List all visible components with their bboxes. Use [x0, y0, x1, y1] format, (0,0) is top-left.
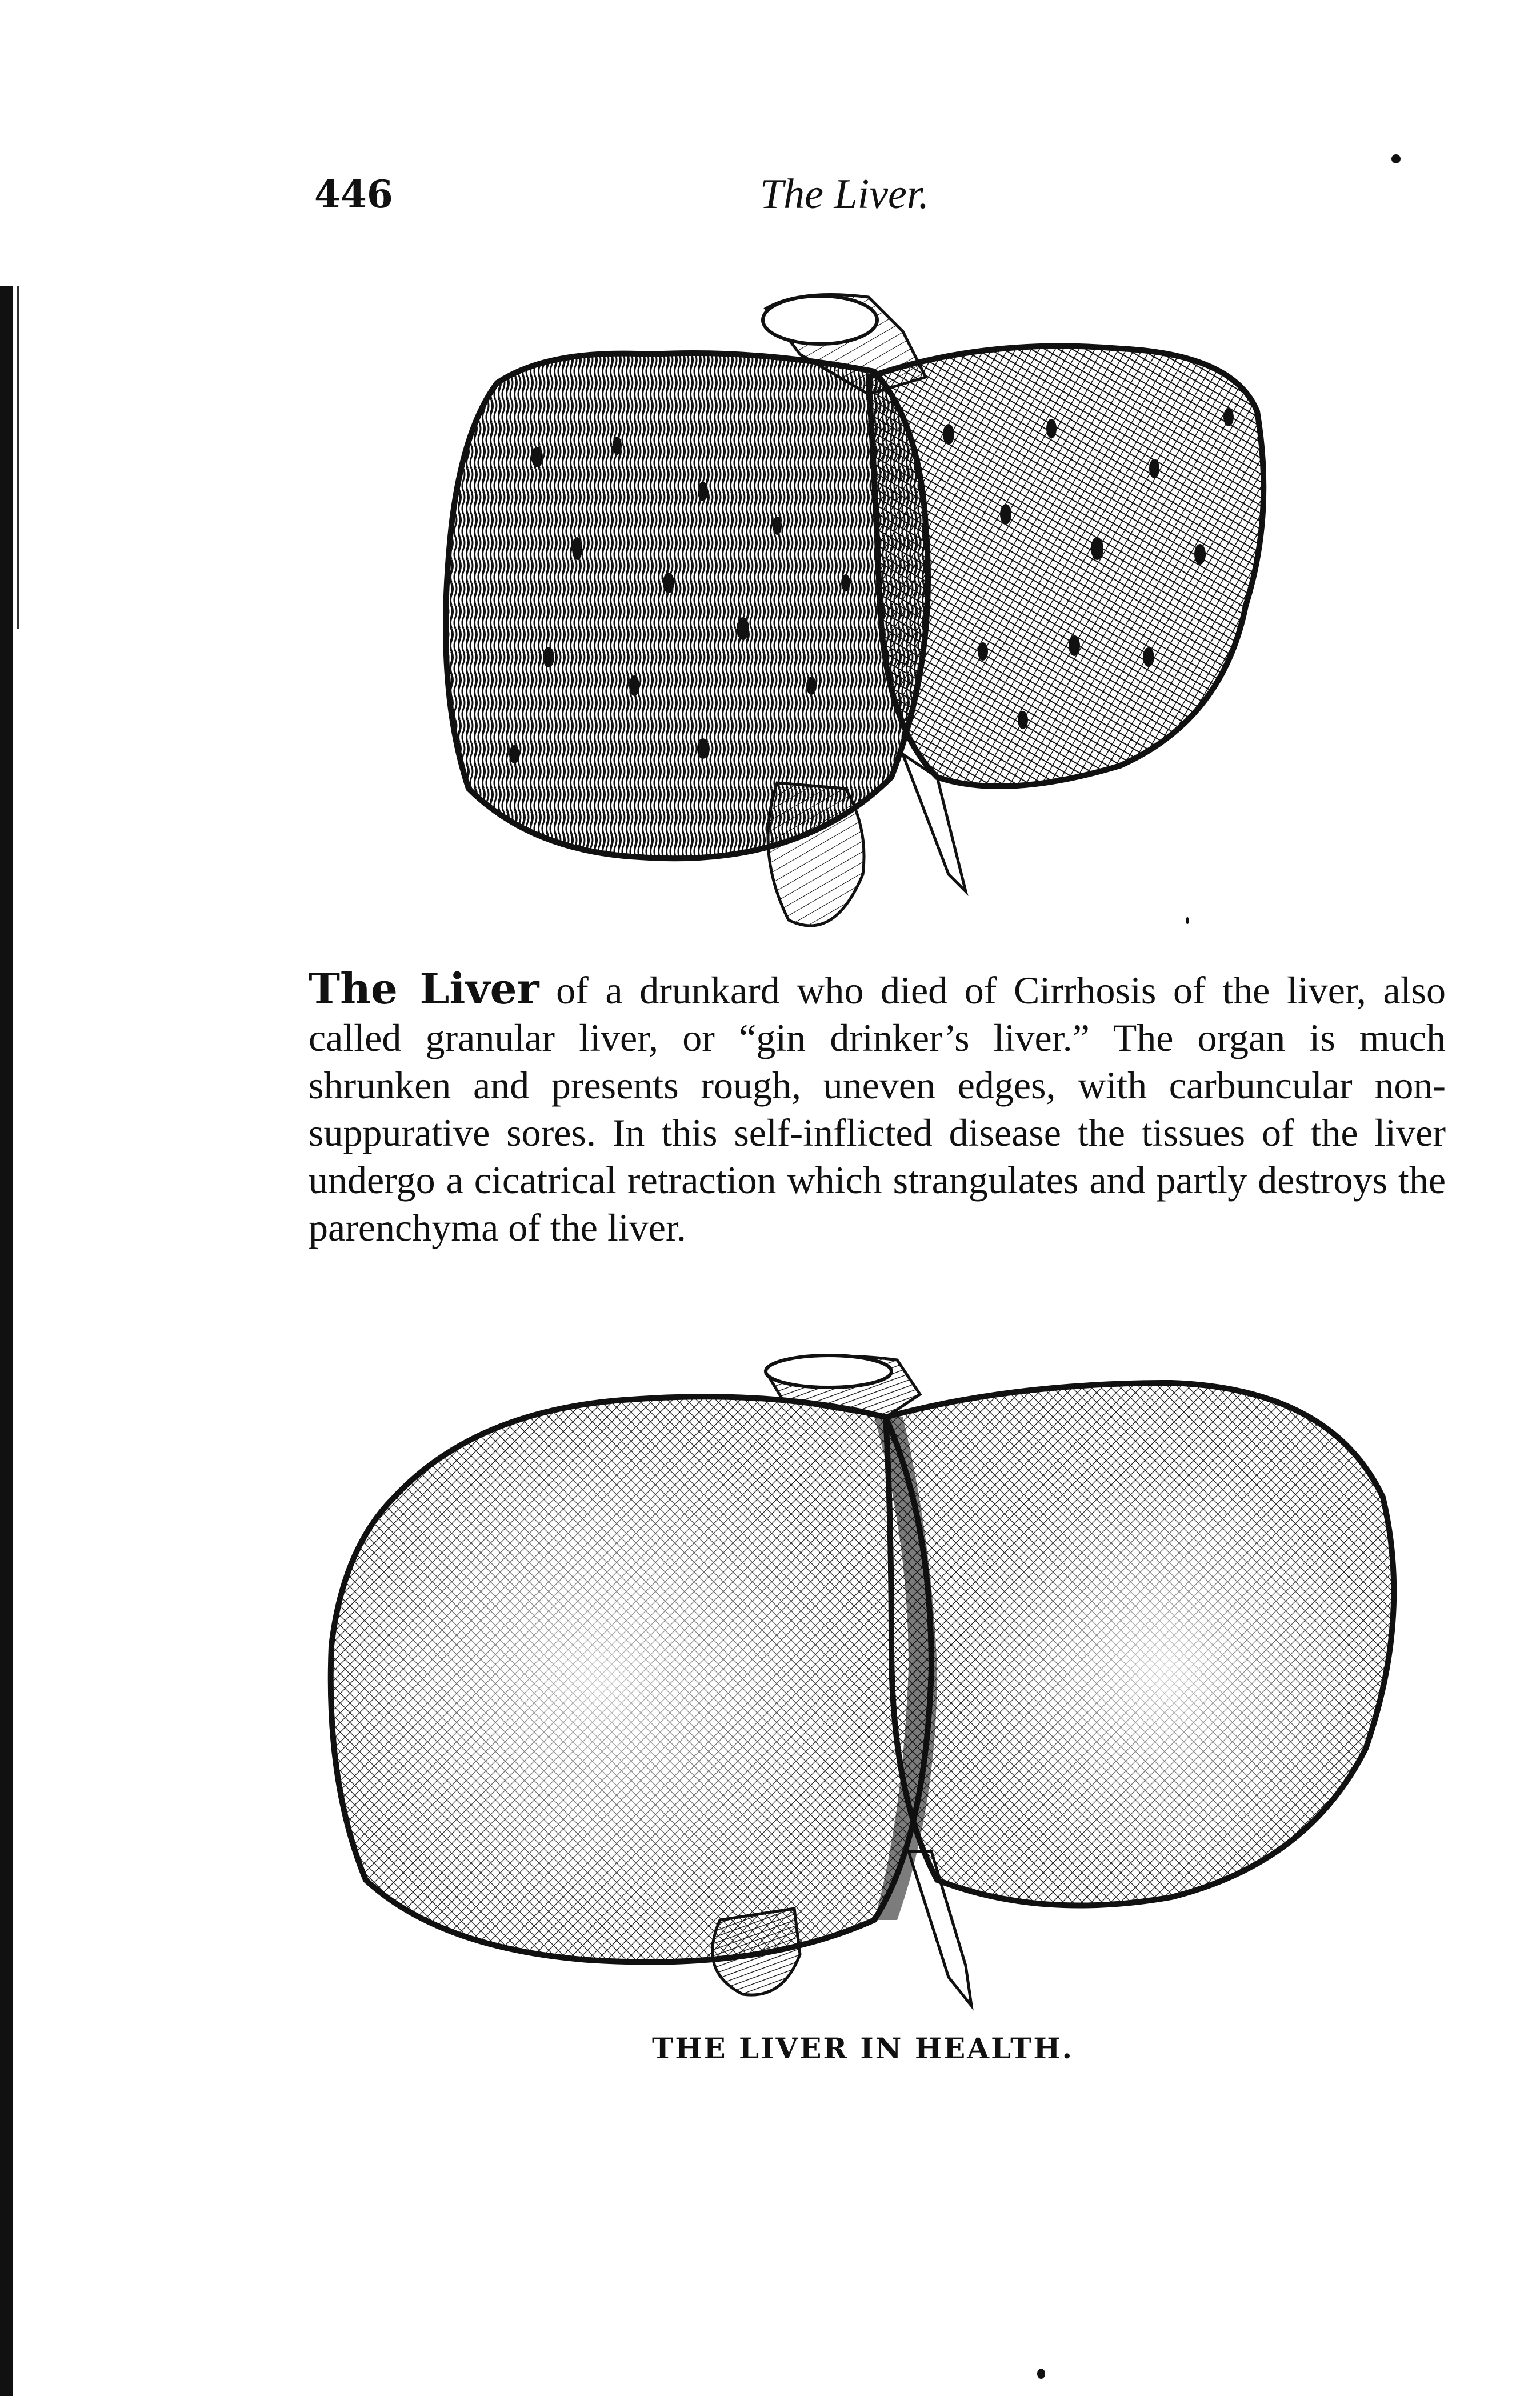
print-speck [1186, 917, 1189, 924]
print-speck [1391, 154, 1401, 163]
healthy-liver-caption: THE LIVER IN HEALTH. [652, 2031, 1074, 2065]
description-lead: The Liver [309, 965, 539, 1014]
cirrhotic-right-lobe [869, 346, 1263, 786]
cirrhotic-left-lobe [446, 353, 928, 858]
cirrhosis-description [309, 966, 1446, 1251]
binding-edge-thin-rule [17, 286, 19, 629]
page-number: 446 [314, 172, 393, 217]
binding-edge-rule [0, 286, 13, 2396]
healthy-liver-illustration [326, 1349, 1400, 2017]
running-head [309, 163, 1326, 226]
print-speck [1037, 2369, 1045, 2379]
description-text: of a drunkard who died of Cirrhosis of the liver, also called granular liver, or “gin drinker’s liver.” The organ is much shrunken and presents rough, uneven edges, with carbuncular non-suppurative sores. In this self-inflicted disease the tissues of the liver undergo a cicatrical retraction which strangulates and partly destroys the parenchyma of the liver. [309, 969, 1446, 1249]
cirrhotic-liver-illustration [434, 286, 1291, 943]
running-title: The Liver. [760, 171, 929, 218]
